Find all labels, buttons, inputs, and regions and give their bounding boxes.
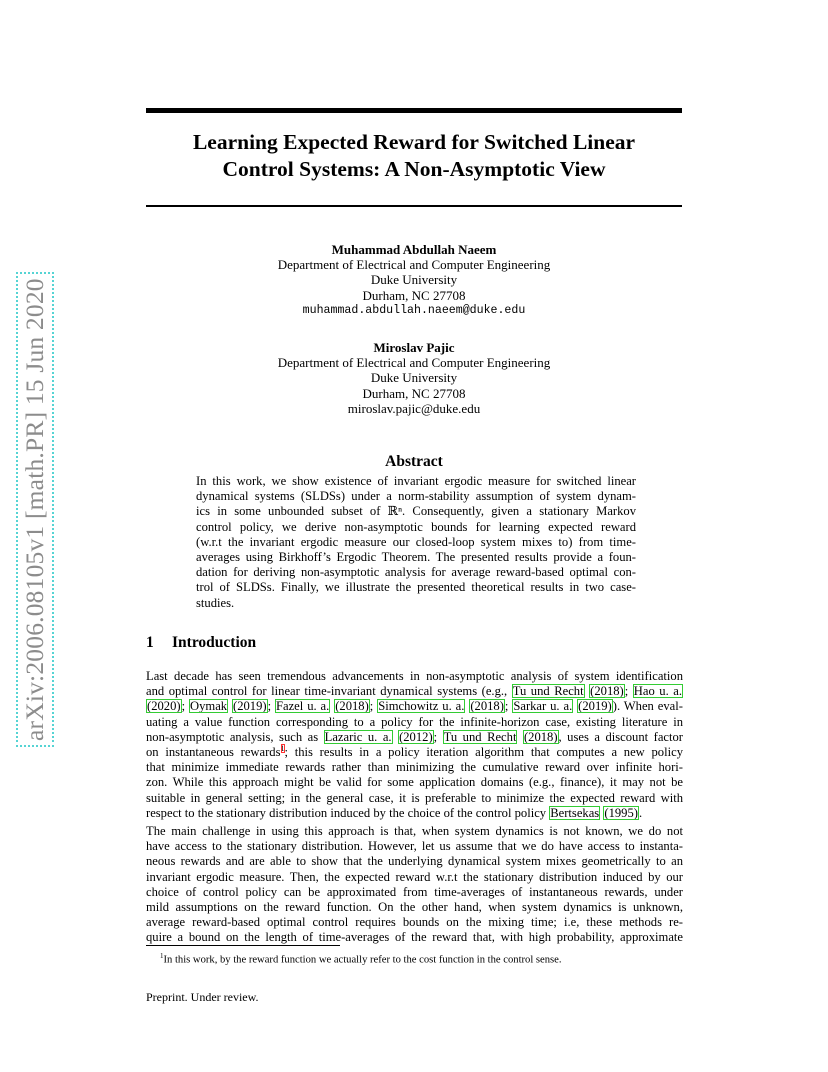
arxiv-stamp[interactable]: arXiv:2006.08105v1 [math.PR] 15 Jun 2020 [18,274,52,745]
abstract-line: trol of SLDSs. Finally, we illustrate the presented theoretical results in two case- [196,580,636,595]
citation-link[interactable]: Lazaric u. a. [324,729,392,744]
title-line-1: Learning Expected Reward for Switched Linear [192,130,636,154]
footnote [160,952,562,966]
author-department: Department of Electrical and Computer Engineering [277,257,551,273]
paragraph-line: have access to the stationary distribution. However, let us assume that we do have access to instanta- [146,839,683,854]
paragraph-line: Last decade has seen tremendous advancements in non-asymptotic analysis of system identification [146,669,683,683]
paragraph-line: suitable in general setting; in the general case, it is preferable to minimize the expected reward with [146,790,683,805]
paragraph-line: average reward-based optimal control requires bounds on the mixing time; i.e, these methods re- [146,915,683,930]
paragraph-line: non-asymptotic analysis, such as Lazaric u. a. (2012); Tu und Recht (2018), uses a discount factor [146,729,683,744]
section-number: 1 [146,634,154,651]
author-city: Durham, NC 27708 [362,287,466,303]
abstract-line: studies. [196,595,235,610]
citation-link[interactable]: Oymak [190,699,228,714]
author-email[interactable]: muhammad.abdullah.naeem@duke.edu [302,303,526,317]
citation-link[interactable]: Sarkar u. a. [513,699,573,714]
text-run: , uses a discount factor [558,729,683,744]
paper-title [146,129,682,183]
author-name: Miroslav Pajic [373,340,455,355]
abstract-line: dation for deriving non-asymptotic analysis for average reward-based optimal con- [196,565,636,580]
citation-link[interactable]: Bertsekas [550,805,600,820]
text-run: respect to the stationary distribution induced by the choice of the control policy [146,805,547,820]
title-bottom-rule [146,205,682,207]
citation-link[interactable]: Simchowitz u. a. [378,699,465,714]
text-run: non-asymptotic analysis, such as [146,729,319,744]
paragraph-line: The main challenge in using this approach is that, when system dynamics is not known, we do not [146,824,683,838]
text-run: on instantaneous rewards [146,745,281,760]
paragraph-line: uating a value function corresponding to a policy for the infinite-horizon case, existing literature in [146,714,683,729]
paragraph-line: and optimal control for linear time-invariant dynamical systems (e.g., Tu und Recht (2018); Hao u. a. [146,684,683,699]
title-line-2: Control Systems: A Non-Asymptotic View [222,157,606,181]
paragraph-line: (2020); Oymak (2019); Fazel u. a. (2018); Simchowitz u. a. (2018); Sarkar u. a. (2019)). When eval- [147,699,683,714]
author-city: Durham, NC 27708 [362,385,466,401]
footnote-rule [146,945,340,946]
paragraph-line: zon. While this approach might be valid for some application domains (e.g., finance), it may not be [146,775,683,790]
citation-year-link[interactable]: (2012) [399,729,433,744]
abstract-line: averages using Birkhoff’s Ergodic Theorem. The presented results provide a foun- [196,550,636,565]
author-name: Muhammad Abdullah Naeem [331,242,497,257]
footnote-text: In this work, by the reward function we actually refer to the cost function in the control sense. [163,954,562,966]
title-top-rule [146,108,682,113]
text-run: . [638,805,643,820]
citation-year-link[interactable]: (2019) [578,699,612,714]
citation-year-link[interactable]: (2020) [147,699,181,714]
citation-year-link[interactable]: (2018) [590,684,624,699]
text-run: ). When eval- [612,699,683,714]
citation-year-link[interactable]: (2018) [523,729,558,744]
intro-paragraph-1 [146,669,683,821]
citation-link[interactable]: Fazel u. a. [276,699,330,714]
preprint-note: Preprint. Under review. [146,990,259,1004]
intro-paragraph-2 [146,824,683,946]
text-run: ; this results in a policy iteration algorithm that computes a new policy [284,745,683,760]
paragraph-line [146,745,683,760]
author-block-1 [146,242,682,318]
paragraph-line: quire a bound on the length of time-averages of the reward that, with high probability, approximate [146,930,683,945]
paragraph-line [146,806,683,821]
author-department: Department of Electrical and Computer Engineering [277,355,551,371]
paragraph-line: choice of control policy can be approximated from time-averages of instantaneous rewards, under [146,884,683,899]
abstract-line: In this work, we show existence of invariant ergodic measure for switched linear [196,474,636,488]
citation-year-link[interactable]: (2019) [233,699,267,714]
section-title: Introduction [172,634,257,651]
abstract-heading: Abstract [385,453,443,470]
citation-link[interactable]: Tu und Recht [512,684,584,699]
abstract-line: ics in some unbounded subset of ℝⁿ. Consequently, given a stationary Markov [196,504,636,519]
author-university: Duke University [370,272,458,288]
citation-link[interactable]: Hao u. a. [633,684,683,699]
citation-year-link[interactable]: (2018) [335,699,369,714]
citation-year-link[interactable]: (2018) [470,699,504,714]
author-email[interactable]: miroslav.pajic@duke.edu [347,400,481,416]
citation-link[interactable]: Tu und Recht [443,729,517,744]
abstract-line: (w.r.t the invariant ergodic measure our closed-loop system mixes to) from time- [196,534,636,549]
abstract-body [196,474,636,611]
citation-year-link[interactable]: (1995) [604,805,638,820]
footnote-number: 1 [160,952,164,960]
paragraph-line: mild assumptions on the reward function. On the other hand, when system dynamics is unknown, [146,900,683,915]
abstract-line: control policy, we derive non-asymptotic bounds for learning expected reward [196,519,636,534]
paragraph-line: invariant ergodic measure. Then, the expected reward w.r.t the stationary distribution induced by our [146,869,683,884]
author-block-2 [146,340,682,416]
text-run: and optimal control for linear time-invariant dynamical systems (e.g., [146,684,508,699]
paragraph-line: neous rewards and are able to show that the underlying dynamical system mixes geometrically to an [146,854,683,869]
abstract-line: dynamical systems (SLDSs) under a norm-stability assumption of system dynam- [196,489,636,504]
author-university: Duke University [370,370,458,386]
paragraph-line: that minimize immediate rewards rather than minimizing the cumulative reward over infinite hori- [146,760,683,775]
footnote-marker-link[interactable]: 1 [280,743,285,753]
section-heading [146,634,256,652]
